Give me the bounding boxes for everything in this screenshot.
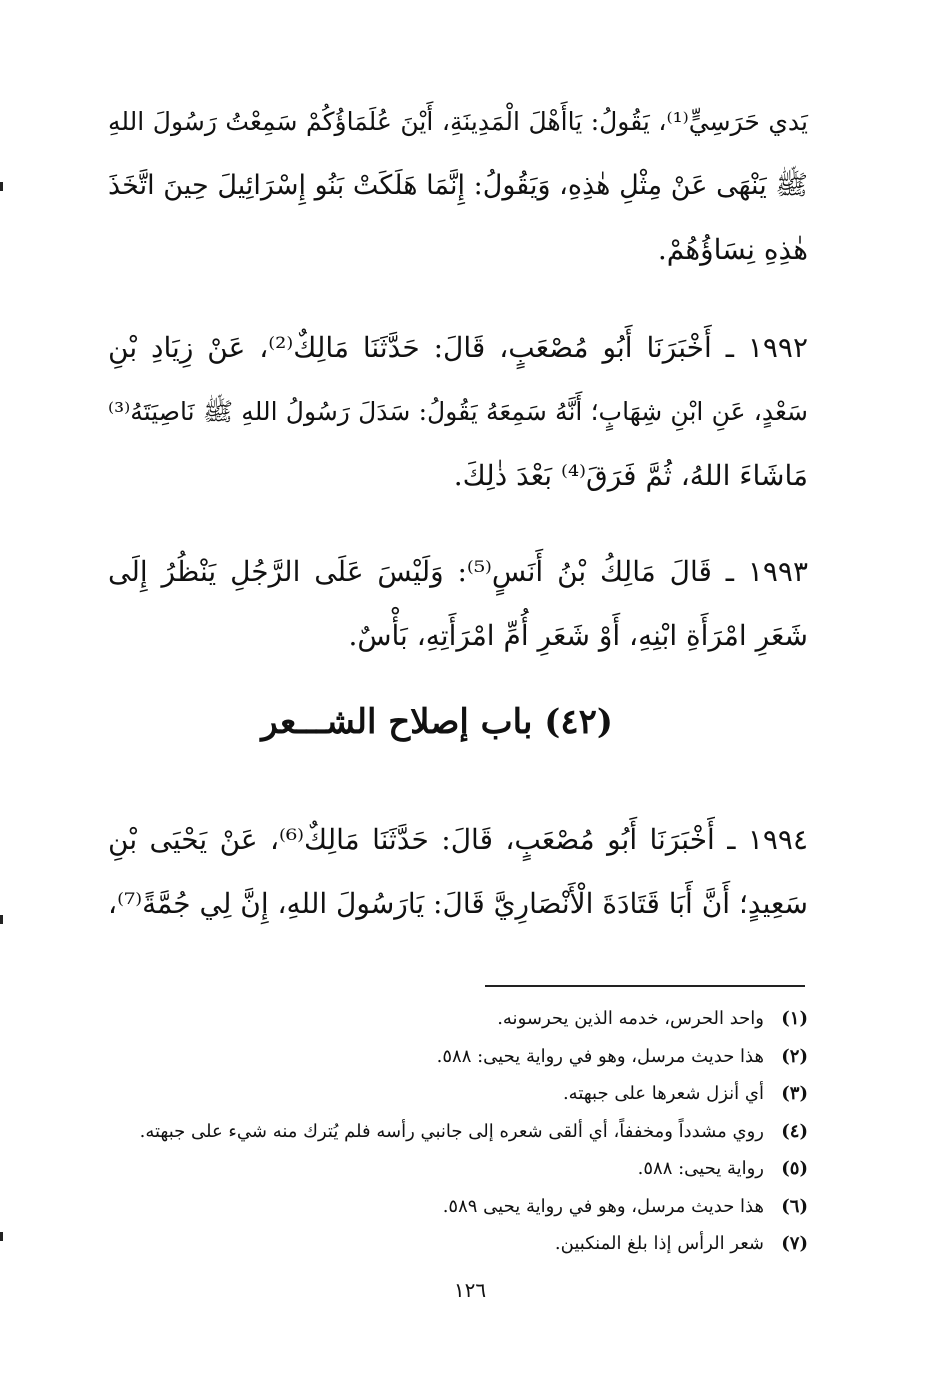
scan-edge-mark — [0, 915, 3, 924]
paragraph-continuation — [108, 90, 808, 282]
paragraph-hadith-1993 — [108, 540, 808, 668]
text-line: ١٩٩٢ ـ أَخْبَرَنَا أَبُو مُصْعَبٍ، قَالَ: حَدَّثَنَا مَالِكٌ⁽²⁾، عَنْ زِيَادِ بْنِ — [108, 331, 808, 364]
text-line: ١٩٩٣ ـ قَالَ مَالِكُ بْنُ أَنَسٍ⁽⁵⁾: وَلَيْسَ عَلَى الرَّجُلِ يَنْظُرُ إِلَى — [108, 555, 808, 588]
footnote-text: هذا حديث مرسل، وهو في رواية يحيى ٥٨٩. — [442, 1195, 764, 1217]
text-line: يَدي حَرَسِيٍّ⁽¹⁾، يَقُولُ: يَاأَهْلَ الْمَدِينَةِ، أَيْنَ عُلَمَاؤُكُمْ سَمِعْتُ رَسُولَ اللهِ — [108, 107, 808, 136]
footnote-number: (٥) — [781, 1158, 808, 1179]
text-line: شَعَرِ امْرَأَةِ ابْنِهِ، أَوْ شَعَرِ أُمِّ امْرَأَتِهِ، بَأْسٌ. — [348, 619, 808, 652]
footnote-text: أي أنزل شعرها على جبهته. — [562, 1083, 764, 1104]
paragraph-hadith-1994 — [108, 808, 808, 936]
footnotes-list — [108, 1000, 808, 1263]
footnote-text: رواية يحيى: ٥٨٨. — [637, 1158, 764, 1179]
scan-edge-mark — [0, 182, 3, 191]
footnote-text: شعر الرأس إذا بلغ المنكبين. — [554, 1233, 764, 1254]
text-line: هٰذِهِ نِسَاؤُهُمْ. — [657, 233, 808, 266]
scan-edge-mark — [0, 1232, 3, 1241]
footnote-divider — [485, 985, 805, 987]
text-line: سَعْدٍ، عَنِ ابْنِ شِهَابٍ؛ أَنَّهُ سَمِعَهُ يَقُولُ: سَدَلَ رَسُولُ اللهِ ﷺ نَاصِيَتَهُ⁽³⁾ — [108, 397, 808, 426]
footnote-item — [108, 1038, 808, 1076]
footnote-text: روي مشدداً ومخففاً، أي ألقى شعره إلى جانبي رأسه فلم يُترك منه شيء على جبهته. — [139, 1120, 764, 1142]
footnote-item — [108, 1225, 808, 1263]
text-line: سَعِيدٍ؛ أَنَّ أَبَا قَتَادَةَ الْأَنْصَارِيَّ قَالَ: يَارَسُولَ اللهِ، إِنَّ لِي جُمَّةً⁽⁷⁾، — [108, 887, 808, 920]
footnote-item — [108, 1188, 808, 1226]
footnote-number: (١) — [781, 1008, 808, 1029]
text-line: ١٩٩٤ ـ أَخْبَرَنَا أَبُو مُصْعَبٍ، قَالَ: حَدَّثَنَا مَالِكٌ⁽⁶⁾، عَنْ يَحْيَى بْنِ — [108, 823, 808, 856]
paragraph-hadith-1992 — [108, 316, 808, 508]
footnote-item — [108, 1000, 808, 1038]
footnote-number: (٤) — [781, 1120, 808, 1142]
footnote-number: (٧) — [781, 1233, 808, 1254]
footnote-text: هذا حديث مرسل، وهو في رواية يحيى: ٥٨٨. — [436, 1045, 764, 1067]
footnote-number: (٦) — [781, 1195, 808, 1217]
footnote-item — [108, 1113, 808, 1151]
chapter-title: (٤٢) باب إصلاح الشـــعر — [261, 702, 613, 742]
footnote-item — [108, 1075, 808, 1113]
footnote-text: واحد الحرس، خدمه الذين يحرسونه. — [497, 1008, 764, 1029]
page-number: ١٢٦ — [453, 1278, 487, 1302]
text-line: ﷺ يَنْهَى عَنْ مِثْلِ هٰذِهِ، وَيَقُولُ: إِنَّمَا هَلَكَتْ بَنُو إِسْرَائِيلَ حِينَ اتَّخَذَ — [108, 170, 808, 201]
footnote-number: (٢) — [781, 1045, 808, 1067]
text-line: مَاشَاءَ اللهُ، ثُمَّ فَرَقَ⁽⁴⁾ بَعْدَ ذٰلِكَ. — [453, 459, 808, 492]
footnote-number: (٣) — [781, 1083, 808, 1104]
footnote-item — [108, 1150, 808, 1188]
